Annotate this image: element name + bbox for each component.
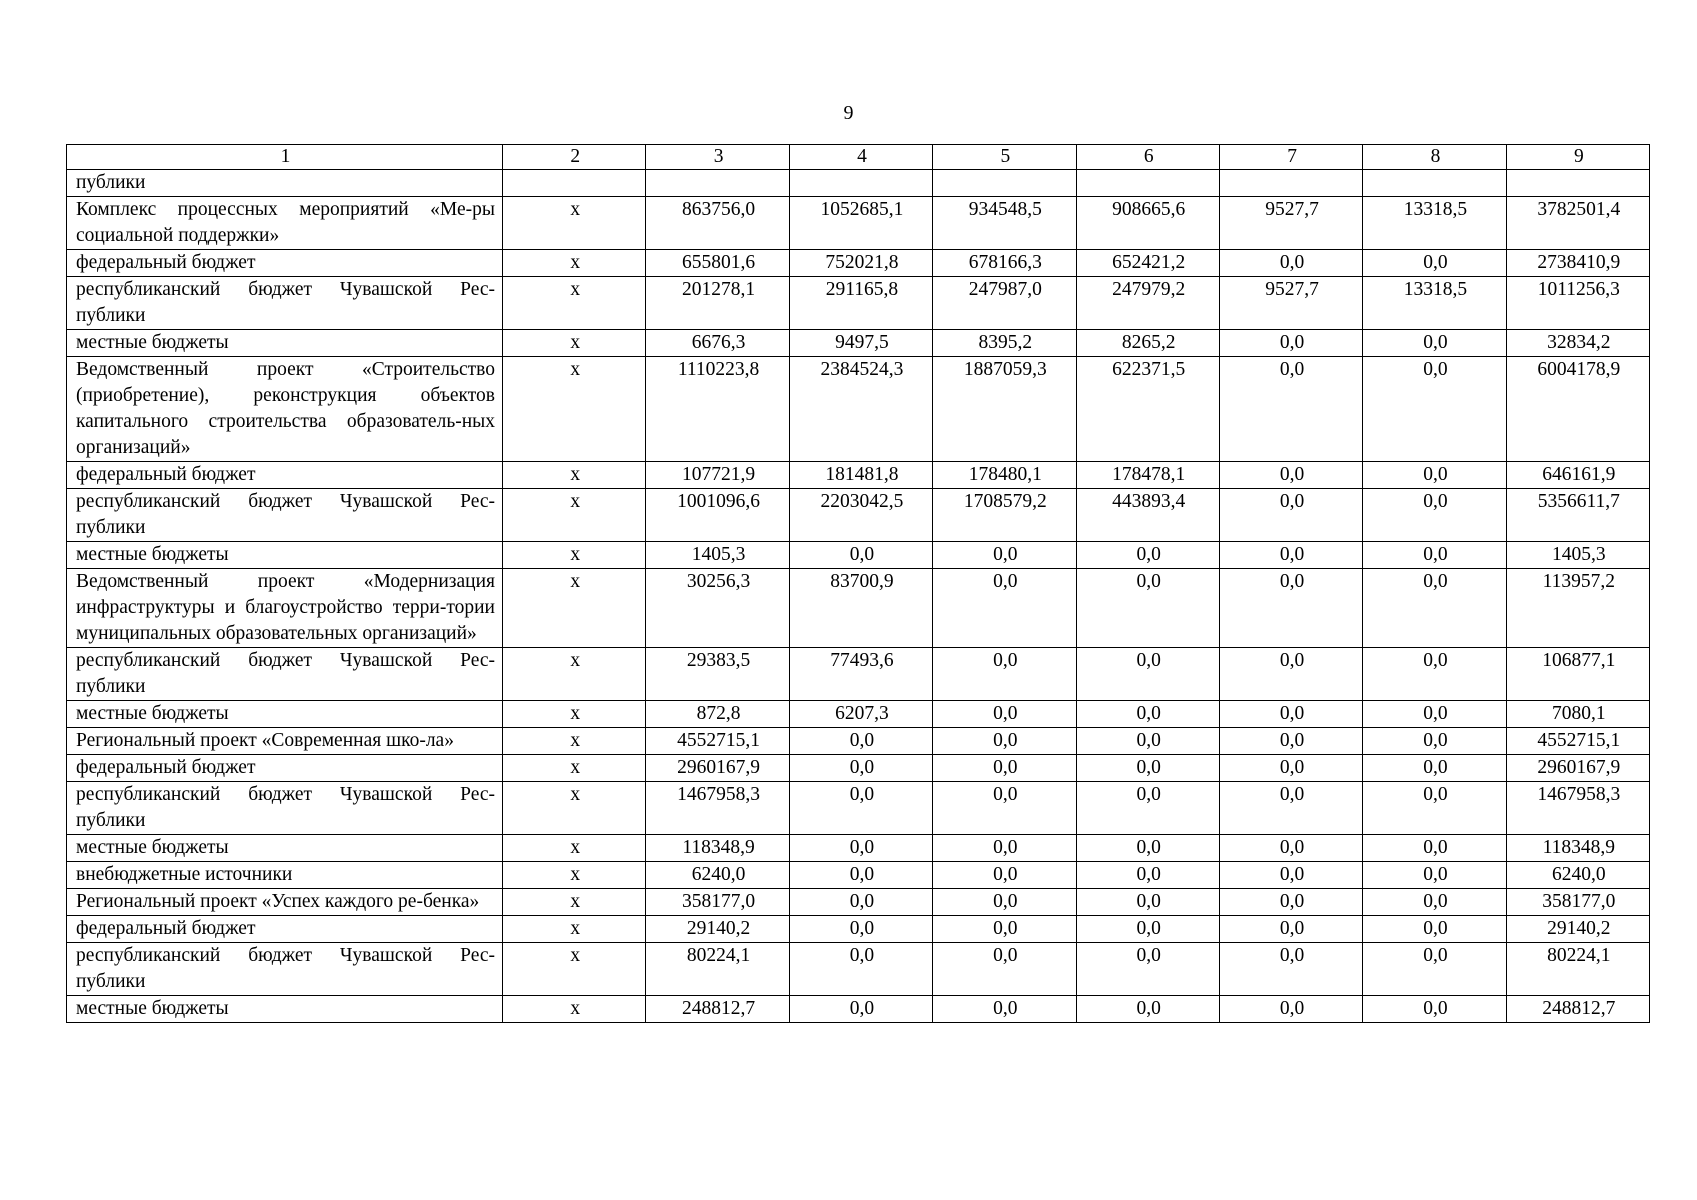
cell-col-7: 0,0	[1219, 250, 1362, 277]
table-row	[67, 701, 1650, 728]
table-row	[67, 728, 1650, 755]
cell-col-3: 29383,5	[646, 648, 789, 701]
cell-col-9: 646161,9	[1506, 462, 1649, 489]
cell-col-9: 1405,3	[1506, 542, 1649, 569]
cell-col-7: 0,0	[1219, 648, 1362, 701]
table-header	[67, 145, 1650, 170]
cell-col-4	[789, 170, 932, 197]
cell-col-6: 0,0	[1076, 996, 1219, 1023]
cell-col-5: 0,0	[933, 755, 1076, 782]
cell-col-9: 3782501,4	[1506, 197, 1649, 250]
cell-col-4: 181481,8	[789, 462, 932, 489]
cell-col-3: 6240,0	[646, 862, 789, 889]
column-header-3: 3	[646, 145, 789, 170]
cell-col-5: 8395,2	[933, 330, 1076, 357]
cell-col-2: х	[503, 648, 646, 701]
header-row	[67, 145, 1650, 170]
row-label: Региональный проект «Успех каждого ре-бенка»	[67, 889, 503, 916]
row-label: федеральный бюджет	[67, 462, 503, 489]
cell-col-2: х	[503, 835, 646, 862]
table-row	[67, 277, 1650, 330]
row-label: местные бюджеты	[67, 542, 503, 569]
cell-col-7: 0,0	[1219, 943, 1362, 996]
cell-col-6: 0,0	[1076, 728, 1219, 755]
cell-col-8: 0,0	[1363, 489, 1506, 542]
cell-col-6: 0,0	[1076, 782, 1219, 835]
cell-col-5: 0,0	[933, 996, 1076, 1023]
row-label: Комплекс процессных мероприятий «Ме-ры социальной поддержки»	[67, 197, 503, 250]
cell-col-7: 0,0	[1219, 916, 1362, 943]
cell-col-6: 0,0	[1076, 889, 1219, 916]
row-label: федеральный бюджет	[67, 250, 503, 277]
cell-col-3: 6676,3	[646, 330, 789, 357]
cell-col-8: 0,0	[1363, 701, 1506, 728]
cell-col-2: х	[503, 462, 646, 489]
cell-col-7: 0,0	[1219, 701, 1362, 728]
column-header-5: 5	[933, 145, 1076, 170]
cell-col-5: 0,0	[933, 701, 1076, 728]
table-row	[67, 648, 1650, 701]
cell-col-6: 0,0	[1076, 701, 1219, 728]
cell-col-9: 5356611,7	[1506, 489, 1649, 542]
cell-col-9: 358177,0	[1506, 889, 1649, 916]
cell-col-9: 2960167,9	[1506, 755, 1649, 782]
cell-col-9	[1506, 170, 1649, 197]
cell-col-4: 9497,5	[789, 330, 932, 357]
cell-col-2: х	[503, 197, 646, 250]
cell-col-6: 622371,5	[1076, 357, 1219, 462]
cell-col-3: 80224,1	[646, 943, 789, 996]
table-row	[67, 996, 1650, 1023]
cell-col-2: х	[503, 728, 646, 755]
cell-col-7: 0,0	[1219, 728, 1362, 755]
cell-col-8: 0,0	[1363, 889, 1506, 916]
cell-col-8: 0,0	[1363, 357, 1506, 462]
row-label: республиканский бюджет Чувашской Рес-публики	[67, 277, 503, 330]
cell-col-6: 178478,1	[1076, 462, 1219, 489]
cell-col-2: х	[503, 542, 646, 569]
table-row	[67, 197, 1650, 250]
cell-col-2: х	[503, 916, 646, 943]
cell-col-3: 248812,7	[646, 996, 789, 1023]
cell-col-3: 30256,3	[646, 569, 789, 648]
cell-col-2: х	[503, 701, 646, 728]
row-label: Ведомственный проект «Строительство (приобретение), реконструкция объектов капитального строительства образователь-ных организаций»	[67, 357, 503, 462]
row-label: местные бюджеты	[67, 835, 503, 862]
row-label: республиканский бюджет Чувашской Рес-публики	[67, 943, 503, 996]
cell-col-2: х	[503, 569, 646, 648]
row-label: федеральный бюджет	[67, 755, 503, 782]
table-row	[67, 569, 1650, 648]
cell-col-8: 0,0	[1363, 250, 1506, 277]
cell-col-6: 0,0	[1076, 943, 1219, 996]
cell-col-3: 201278,1	[646, 277, 789, 330]
cell-col-7: 0,0	[1219, 835, 1362, 862]
cell-col-5: 0,0	[933, 728, 1076, 755]
cell-col-3	[646, 170, 789, 197]
cell-col-5: 0,0	[933, 916, 1076, 943]
cell-col-5: 0,0	[933, 943, 1076, 996]
table-row	[67, 542, 1650, 569]
cell-col-3: 655801,6	[646, 250, 789, 277]
cell-col-8: 0,0	[1363, 542, 1506, 569]
cell-col-2: х	[503, 250, 646, 277]
cell-col-4: 0,0	[789, 889, 932, 916]
column-header-6: 6	[1076, 145, 1219, 170]
cell-col-6: 0,0	[1076, 755, 1219, 782]
cell-col-7: 0,0	[1219, 889, 1362, 916]
cell-col-9: 32834,2	[1506, 330, 1649, 357]
cell-col-7: 9527,7	[1219, 277, 1362, 330]
cell-col-5: 0,0	[933, 862, 1076, 889]
cell-col-6: 8265,2	[1076, 330, 1219, 357]
cell-col-5: 934548,5	[933, 197, 1076, 250]
cell-col-5: 0,0	[933, 648, 1076, 701]
table-row	[67, 943, 1650, 996]
table-row	[67, 330, 1650, 357]
cell-col-2: х	[503, 489, 646, 542]
cell-col-3: 1467958,3	[646, 782, 789, 835]
cell-col-6: 652421,2	[1076, 250, 1219, 277]
cell-col-4: 1052685,1	[789, 197, 932, 250]
cell-col-8: 0,0	[1363, 862, 1506, 889]
cell-col-2: х	[503, 889, 646, 916]
cell-col-5: 1887059,3	[933, 357, 1076, 462]
cell-col-6: 908665,6	[1076, 197, 1219, 250]
row-label: внебюджетные источники	[67, 862, 503, 889]
cell-col-4: 0,0	[789, 862, 932, 889]
cell-col-6: 0,0	[1076, 862, 1219, 889]
cell-col-9: 106877,1	[1506, 648, 1649, 701]
cell-col-8: 0,0	[1363, 782, 1506, 835]
cell-col-7: 0,0	[1219, 489, 1362, 542]
cell-col-5	[933, 170, 1076, 197]
cell-col-7: 0,0	[1219, 862, 1362, 889]
cell-col-9: 1467958,3	[1506, 782, 1649, 835]
cell-col-4: 0,0	[789, 943, 932, 996]
cell-col-4: 0,0	[789, 996, 932, 1023]
cell-col-8: 0,0	[1363, 835, 1506, 862]
cell-col-3: 1405,3	[646, 542, 789, 569]
column-header-7: 7	[1219, 145, 1362, 170]
cell-col-8: 13318,5	[1363, 277, 1506, 330]
cell-col-5: 0,0	[933, 542, 1076, 569]
column-header-1: 1	[67, 145, 503, 170]
column-header-2: 2	[503, 145, 646, 170]
cell-col-9: 80224,1	[1506, 943, 1649, 996]
cell-col-5: 0,0	[933, 889, 1076, 916]
cell-col-7: 0,0	[1219, 996, 1362, 1023]
table-row	[67, 755, 1650, 782]
row-label: республиканский бюджет Чувашской Рес-публики	[67, 782, 503, 835]
cell-col-4: 0,0	[789, 835, 932, 862]
column-header-4: 4	[789, 145, 932, 170]
cell-col-8: 0,0	[1363, 462, 1506, 489]
cell-col-3: 1001096,6	[646, 489, 789, 542]
cell-col-4: 0,0	[789, 728, 932, 755]
cell-col-2: х	[503, 782, 646, 835]
cell-col-2: х	[503, 277, 646, 330]
cell-col-5: 0,0	[933, 835, 1076, 862]
cell-col-7: 0,0	[1219, 330, 1362, 357]
cell-col-8: 0,0	[1363, 996, 1506, 1023]
cell-col-2: х	[503, 755, 646, 782]
table-row	[67, 862, 1650, 889]
cell-col-9: 248812,7	[1506, 996, 1649, 1023]
cell-col-2	[503, 170, 646, 197]
cell-col-4: 6207,3	[789, 701, 932, 728]
cell-col-8: 0,0	[1363, 755, 1506, 782]
cell-col-6: 0,0	[1076, 648, 1219, 701]
row-label: Региональный проект «Современная шко-ла»	[67, 728, 503, 755]
cell-col-9: 6004178,9	[1506, 357, 1649, 462]
cell-col-3: 2960167,9	[646, 755, 789, 782]
cell-col-2: х	[503, 943, 646, 996]
cell-col-4: 77493,6	[789, 648, 932, 701]
table-body	[67, 170, 1650, 1023]
column-header-8: 8	[1363, 145, 1506, 170]
table-row	[67, 462, 1650, 489]
page-number: 9	[843, 102, 854, 124]
cell-col-8: 0,0	[1363, 569, 1506, 648]
cell-col-4: 2384524,3	[789, 357, 932, 462]
cell-col-6	[1076, 170, 1219, 197]
cell-col-8: 0,0	[1363, 916, 1506, 943]
cell-col-2: х	[503, 357, 646, 462]
cell-col-3: 872,8	[646, 701, 789, 728]
row-label: федеральный бюджет	[67, 916, 503, 943]
row-label: республиканский бюджет Чувашской Рес-публики	[67, 489, 503, 542]
cell-col-7	[1219, 170, 1362, 197]
cell-col-6: 247979,2	[1076, 277, 1219, 330]
cell-col-2: х	[503, 996, 646, 1023]
cell-col-9: 4552715,1	[1506, 728, 1649, 755]
table-row	[67, 357, 1650, 462]
cell-col-2: х	[503, 862, 646, 889]
cell-col-9: 6240,0	[1506, 862, 1649, 889]
cell-col-9: 2738410,9	[1506, 250, 1649, 277]
cell-col-9: 118348,9	[1506, 835, 1649, 862]
cell-col-5: 1708579,2	[933, 489, 1076, 542]
table-row	[67, 835, 1650, 862]
row-label: местные бюджеты	[67, 701, 503, 728]
cell-col-7: 0,0	[1219, 755, 1362, 782]
table-row	[67, 170, 1650, 197]
cell-col-7: 0,0	[1219, 462, 1362, 489]
cell-col-3: 29140,2	[646, 916, 789, 943]
row-label: публики	[67, 170, 503, 197]
cell-col-3: 4552715,1	[646, 728, 789, 755]
cell-col-6: 443893,4	[1076, 489, 1219, 542]
cell-col-8: 0,0	[1363, 648, 1506, 701]
table-row	[67, 889, 1650, 916]
cell-col-6: 0,0	[1076, 835, 1219, 862]
cell-col-3: 863756,0	[646, 197, 789, 250]
cell-col-8: 0,0	[1363, 728, 1506, 755]
cell-col-4: 0,0	[789, 916, 932, 943]
cell-col-8	[1363, 170, 1506, 197]
cell-col-5: 178480,1	[933, 462, 1076, 489]
cell-col-4: 83700,9	[789, 569, 932, 648]
cell-col-7: 0,0	[1219, 782, 1362, 835]
cell-col-8: 0,0	[1363, 330, 1506, 357]
cell-col-9: 113957,2	[1506, 569, 1649, 648]
cell-col-9: 29140,2	[1506, 916, 1649, 943]
cell-col-6: 0,0	[1076, 569, 1219, 648]
cell-col-9: 1011256,3	[1506, 277, 1649, 330]
table-row	[67, 916, 1650, 943]
table-row	[67, 489, 1650, 542]
row-label: местные бюджеты	[67, 330, 503, 357]
cell-col-3: 358177,0	[646, 889, 789, 916]
cell-col-8: 0,0	[1363, 943, 1506, 996]
cell-col-7: 9527,7	[1219, 197, 1362, 250]
row-label: республиканский бюджет Чувашской Рес-публики	[67, 648, 503, 701]
cell-col-4: 752021,8	[789, 250, 932, 277]
budget-table	[66, 144, 1650, 1023]
cell-col-2: х	[503, 330, 646, 357]
cell-col-5: 247987,0	[933, 277, 1076, 330]
column-header-9: 9	[1506, 145, 1649, 170]
cell-col-5: 0,0	[933, 782, 1076, 835]
cell-col-3: 118348,9	[646, 835, 789, 862]
cell-col-4: 291165,8	[789, 277, 932, 330]
cell-col-4: 0,0	[789, 755, 932, 782]
cell-col-7: 0,0	[1219, 357, 1362, 462]
cell-col-4: 0,0	[789, 782, 932, 835]
cell-col-5: 678166,3	[933, 250, 1076, 277]
cell-col-8: 13318,5	[1363, 197, 1506, 250]
row-label: Ведомственный проект «Модернизация инфраструктуры и благоустройство терри-тории муниципальных образовательных организаций»	[67, 569, 503, 648]
cell-col-7: 0,0	[1219, 569, 1362, 648]
cell-col-9: 7080,1	[1506, 701, 1649, 728]
cell-col-6: 0,0	[1076, 542, 1219, 569]
cell-col-4: 2203042,5	[789, 489, 932, 542]
cell-col-6: 0,0	[1076, 916, 1219, 943]
table-row	[67, 782, 1650, 835]
cell-col-7: 0,0	[1219, 542, 1362, 569]
row-label: местные бюджеты	[67, 996, 503, 1023]
cell-col-3: 1110223,8	[646, 357, 789, 462]
cell-col-3: 107721,9	[646, 462, 789, 489]
cell-col-5: 0,0	[933, 569, 1076, 648]
cell-col-4: 0,0	[789, 542, 932, 569]
table-row	[67, 250, 1650, 277]
